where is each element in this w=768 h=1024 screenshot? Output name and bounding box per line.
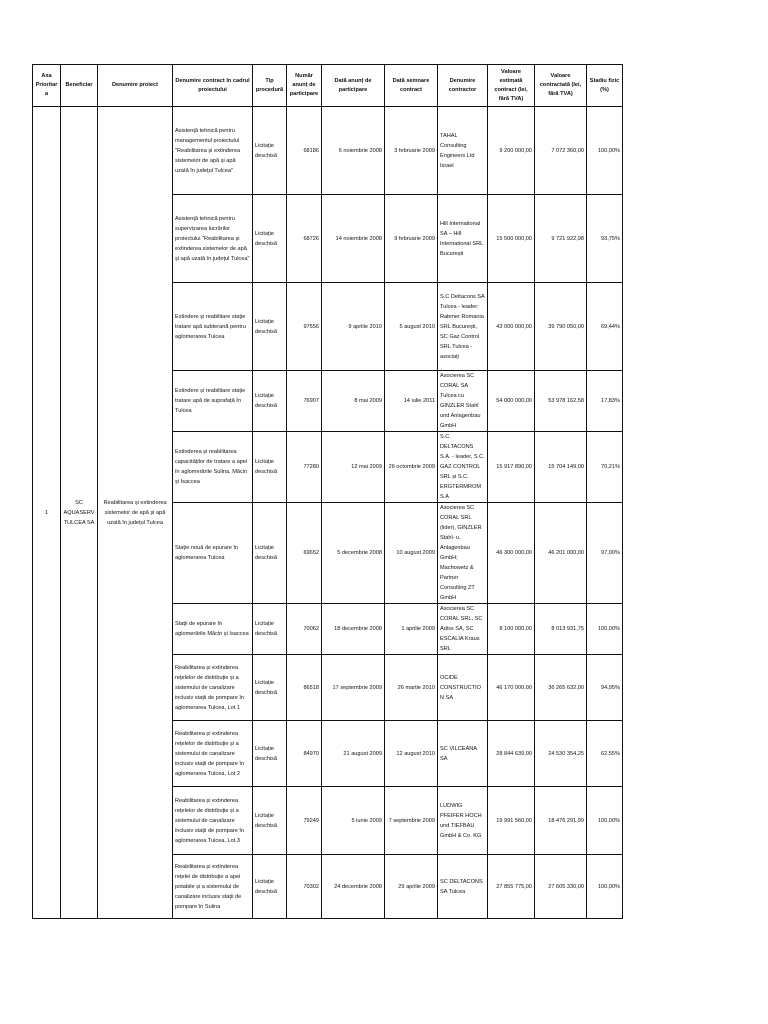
contracted-value-cell: 27 605 330,00 (535, 855, 587, 919)
contract-name-cell: Reabilitarea și extinderea rețelelor de distribuție și a sistemului de canalizare inclusiv stații de pompare în aglomerarea Tulcea, Lot 2 (173, 721, 253, 787)
estimated-value-cell: 8 100 000,00 (488, 604, 535, 655)
notice-date-cell: 14 noiembrie 2008 (322, 195, 385, 283)
table-header-row (33, 65, 623, 107)
physical-progress-cell: 100,00% (587, 604, 623, 655)
procedure-type-cell: Licitație deschisă (253, 503, 287, 604)
procedure-type-cell: Licitație deschisă (253, 855, 287, 919)
physical-progress-cell: 17,83% (587, 371, 623, 432)
notice-date-cell: 18 decembrie 2008 (322, 604, 385, 655)
notice-date-cell: 17 septembrie 2009 (322, 655, 385, 721)
contracted-value-cell: 24 530 354,25 (535, 721, 587, 787)
procedure-type-cell: Licitație deschisă (253, 283, 287, 371)
procedure-type-cell: Licitație deschisă (253, 371, 287, 432)
procedure-type-cell: Licitație deschisă (253, 604, 287, 655)
notice-date-cell: 12 mai 2009 (322, 432, 385, 503)
contract-name-cell: Asistență tehnică pentru supervizarea lucrărilor proiectului "Reabilitarea și extinderea sistemelor de apă și apă uzată în județul Tulcea" (173, 195, 253, 283)
procedure-type-cell: Licitație deschisă (253, 195, 287, 283)
contractor-cell: Hill International SA – Hill International SRL București (438, 195, 488, 283)
contractor-cell: Asocierea SC CORAL SA Tulcea cu GINZLER Stahl und Anlagenbau GmbH (438, 371, 488, 432)
physical-progress-cell: 69,44% (587, 283, 623, 371)
contracted-value-cell: 53 978 162,58 (535, 371, 587, 432)
contractor-cell: SC VILCEANA SA (438, 721, 488, 787)
column-header: Dată anunț de participare (322, 65, 385, 107)
contract-name-cell: Extinderea și reabilitarea capacităților de tratare a apei în aglomerările Sulina, Măcin și Isaccea (173, 432, 253, 503)
notice-number-cell: 70062 (287, 604, 322, 655)
contractor-cell: S.C. DELTACONS S.A. - leader, S.C. GAZ CONTROL SRL și S.C. ERGTERMROM S.A (438, 432, 488, 503)
column-header: Denumire proiect (98, 65, 173, 107)
signing-date-cell: 14 iulie 2011 (385, 371, 438, 432)
contract-name-cell: Reabilitarea și extinderea rețelelor de distribuție și a sistemului de canalizare inclusiv stații de pompare în aglomerarea Tulcea, Lot 1 (173, 655, 253, 721)
column-header: Număr anunț de participare (287, 65, 322, 107)
contracted-value-cell: 46 201 000,00 (535, 503, 587, 604)
notice-number-cell: 84970 (287, 721, 322, 787)
beneficiar-cell: SC AQUASERV TULCEA SA (61, 107, 98, 919)
notice-number-cell: 86518 (287, 655, 322, 721)
notice-date-cell: 21 august 2009 (322, 721, 385, 787)
contracted-value-cell: 36 265 632,00 (535, 655, 587, 721)
column-header: Tip procedură (253, 65, 287, 107)
notice-number-cell: 69652 (287, 503, 322, 604)
contracted-value-cell: 15 704 149,00 (535, 432, 587, 503)
physical-progress-cell: 94,95% (587, 655, 623, 721)
column-header: Valoare estimată contract (lei, fără TVA) (488, 65, 535, 107)
estimated-value-cell: 15 917 890,00 (488, 432, 535, 503)
signing-date-cell: 3 februarie 2009 (385, 107, 438, 195)
procedure-type-cell: Licitație deschisă (253, 655, 287, 721)
signing-date-cell: 5 august 2010 (385, 283, 438, 371)
notice-number-cell: 77280 (287, 432, 322, 503)
contracts-table (32, 64, 623, 919)
signing-date-cell: 1 aprilie 2009 (385, 604, 438, 655)
signing-date-cell: 26 octombrie 2009 (385, 432, 438, 503)
physical-progress-cell: 62,55% (587, 721, 623, 787)
estimated-value-cell: 46 300 000,00 (488, 503, 535, 604)
contracted-value-cell: 7 072 360,00 (535, 107, 587, 195)
physical-progress-cell: 100,00% (587, 107, 623, 195)
signing-date-cell: 9 februarie 2009 (385, 195, 438, 283)
contractor-cell: OCIDE CONSTRUCTION SA (438, 655, 488, 721)
notice-date-cell: 5 iunie 2009 (322, 787, 385, 855)
estimated-value-cell: 54 000 000,00 (488, 371, 535, 432)
column-header: Stadiu fizic (%) (587, 65, 623, 107)
estimated-value-cell: 19 991 560,00 (488, 787, 535, 855)
contract-name-cell: Asistență tehnică pentru managementul proiectului "Reabilitarea și extinderea sistemelor de apă și apă uzată în județul Tulcea" (173, 107, 253, 195)
notice-number-cell: 76907 (287, 371, 322, 432)
notice-number-cell: 70302 (287, 855, 322, 919)
notice-date-cell: 6 noiembrie 2008 (322, 107, 385, 195)
procedure-type-cell: Licitație deschisă (253, 107, 287, 195)
estimated-value-cell: 46 170 000,00 (488, 655, 535, 721)
signing-date-cell: 26 martie 2010 (385, 655, 438, 721)
contractor-cell: Asocierea SC CORAL SRL, SC Adiss SA, SC ESCALIA Kraus SRL (438, 604, 488, 655)
column-header: Dată semnare contract (385, 65, 438, 107)
notice-number-cell: 79249 (287, 787, 322, 855)
contractor-cell: S.C Deltacons SA Tulcea - leader; Rabmer Romania SRL București, SC Gaz Control SRL Tulcea - asociați (438, 283, 488, 371)
notice-date-cell: 8 mai 2009 (322, 371, 385, 432)
column-header: Denumire contract în cadrul proiectului (173, 65, 253, 107)
estimated-value-cell: 15 500 000,00 (488, 195, 535, 283)
physical-progress-cell: 97,00% (587, 503, 623, 604)
contract-name-cell: Reabilitarea și extinderea rețelelor de distribuție și a sistemului de canalizare inclusiv stații de pompare în aglomerarea Tulcea, Lot 3 (173, 787, 253, 855)
contract-name-cell: Extindere și reabilitare stație tratare apă subterană pentru aglomerarea Tulcea (173, 283, 253, 371)
physical-progress-cell: 93,75% (587, 195, 623, 283)
physical-progress-cell: 100,00% (587, 787, 623, 855)
estimated-value-cell: 43 000 000,00 (488, 283, 535, 371)
notice-date-cell: 24 decembrie 2008 (322, 855, 385, 919)
contracted-value-cell: 9 721 922,98 (535, 195, 587, 283)
contract-name-cell: Stație nouă de epurare în aglomerarea Tulcea (173, 503, 253, 604)
signing-date-cell: 29 aprilie 2009 (385, 855, 438, 919)
notice-number-cell: 97556 (287, 283, 322, 371)
contractor-cell: Asocierea SC CORAL SRL (lider), GINZLER Stahl- u. Anlagenbau GmbH; Machowetz & Partner Consulting ZT GmbH (438, 503, 488, 604)
physical-progress-cell: 70,21% (587, 432, 623, 503)
contractor-cell: SC DELTACONS SA Tulcea (438, 855, 488, 919)
procedure-type-cell: Licitație deschisă (253, 432, 287, 503)
contractor-cell: TAHAL Consulting Engineers Ltd Israel (438, 107, 488, 195)
estimated-value-cell: 9 200 000,00 (488, 107, 535, 195)
notice-number-cell: 68186 (287, 107, 322, 195)
contract-name-cell: Extindere și reabilitare stație tratare apă de suprafață în Tulcea (173, 371, 253, 432)
estimated-value-cell: 27 855 775,00 (488, 855, 535, 919)
column-header: Axa Prioritara (33, 65, 61, 107)
contractor-cell: LUDWIG PFEIFER HOCH und TIEFBAU GmbH & Co. KG (438, 787, 488, 855)
signing-date-cell: 10 august 2009 (385, 503, 438, 604)
contract-name-cell: Stații de epurare în aglomerările Măcin și Isaccea (173, 604, 253, 655)
physical-progress-cell: 100,00% (587, 855, 623, 919)
procedure-type-cell: Licitație deschisă (253, 721, 287, 787)
contracted-value-cell: 39 790 050,00 (535, 283, 587, 371)
table-row (33, 107, 623, 195)
contract-name-cell: Reabilitarea și extinderea rețelei de distribuție a apei potabile și a sistemului de canalizare inclusiv stații de pompare în Sulina (173, 855, 253, 919)
notice-number-cell: 68726 (287, 195, 322, 283)
column-header: Beneficiar (61, 65, 98, 107)
axa-prioritara-cell: 1 (33, 107, 61, 919)
signing-date-cell: 7 septembrie 2009 (385, 787, 438, 855)
notice-date-cell: 9 aprilie 2010 (322, 283, 385, 371)
estimated-value-cell: 28 844 639,00 (488, 721, 535, 787)
contracted-value-cell: 18 476 291,99 (535, 787, 587, 855)
column-header: Valoare contractată (lei, fără TVA) (535, 65, 587, 107)
signing-date-cell: 12 august 2010 (385, 721, 438, 787)
proiect-cell: Reabilitarea și extinderea sistemelor de apă și apă uzată în județul Tulcea (98, 107, 173, 919)
notice-date-cell: 5 decembrie 2008 (322, 503, 385, 604)
procedure-type-cell: Licitație deschisă (253, 787, 287, 855)
column-header: Denumire contractor (438, 65, 488, 107)
contracted-value-cell: 8 013 931,75 (535, 604, 587, 655)
